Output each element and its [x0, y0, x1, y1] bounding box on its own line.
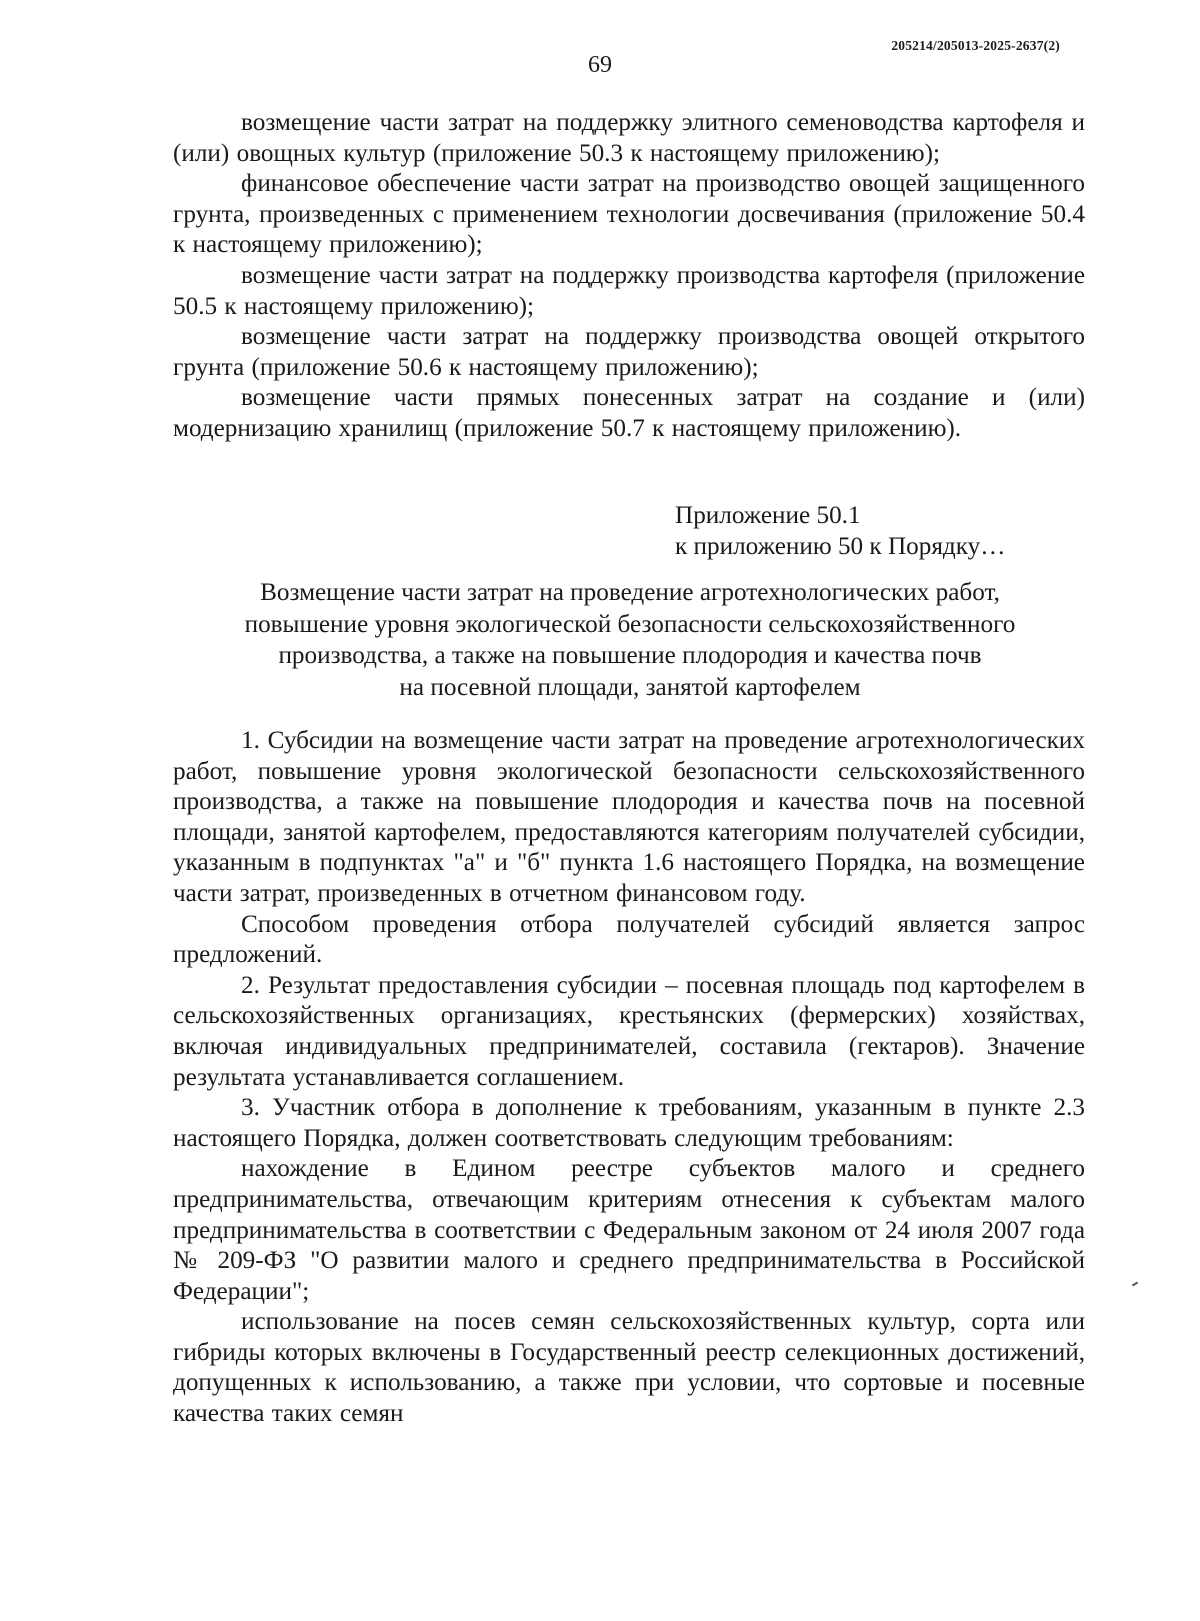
list-item: финансовое обеспечение части затрат на производство овощей защищенного грунта, произведенных с применением технологии досвечивания (приложение 50.4 к настоящему приложению); — [173, 170, 1085, 259]
list-item: возмещение части затрат на поддержку производства картофеля (приложение 50.5 к настоящему приложению); — [173, 261, 1085, 320]
paragraph: 1. Субсидии на возмещение части затрат на проведение агротехнологических работ, повышение уровня экологической безопасности сельскохозяйственного производства, а также на повышение плодородия и качества почв на посевной площади, занятой картофелем, предоставляются категориям получателей субсидии, указанным в подпунктах "а" и "б" пункта 1.6 настоящего Порядка, на возмещение части затрат, произведенных в отчетном финансовом году. — [173, 727, 1085, 907]
list-item: возмещение части прямых понесенных затрат на создание и (или) модернизацию хранилищ (приложение 50.7 к настоящему приложению). — [173, 384, 1085, 442]
appendix-reference-line: Приложение 50.1 — [675, 502, 861, 529]
document-registration-number: 205214/205013-2025-2637(2) — [891, 38, 1060, 53]
paragraph: нахождение в Едином реестре субъектов малого и среднего предпринимательства, отвечающим критериям отнесения к субъектам малого предпринимательства в соответствии с Федеральным законом от 24 июля 2007 года № 209-ФЗ "О развитии малого и среднего предпринимательства в Российской Федерации"; — [173, 1155, 1085, 1305]
appendix-reference-line: к приложению 50 к Порядку… — [675, 533, 1006, 560]
section-title-line: производства, а также на повышение плодородия и качества почв — [278, 642, 982, 669]
section-title — [140, 577, 1120, 703]
paragraph: использование на посев семян сельскохозяйственных культур, сорта или гибриды которых включены в Государственный реестр селекционных достижений, допущенных к использованию, а также при условии, что сортовые и посевные качества таких семян — [173, 1308, 1085, 1428]
section-title-line: повышение уровня экологической безопасности сельскохозяйственного — [244, 610, 1016, 638]
page-number: 69 — [588, 52, 612, 78]
paragraph: 2. Результат предоставления субсидии – посевная площадь под картофелем в сельскохозяйственных организациях, крестьянских (фермерских) хозяйствах, включая индивидуальных предпринимателей, составила (гектаров). Значение результата устанавливается соглашением. — [173, 971, 1085, 1091]
list-item: возмещение части затрат на поддержку производства овощей открытого грунта (приложение 50.6 к настоящему приложению); — [173, 323, 1085, 381]
scan-artifact — [1132, 1282, 1138, 1287]
paragraph: Способом проведения отбора получателей субсидий является запрос предложений. — [173, 910, 1085, 969]
section-title-line: на посевной площади, занятой картофелем — [399, 673, 861, 701]
funding-directions-list — [173, 108, 1085, 445]
list-item: возмещение части затрат на поддержку элитного семеноводства картофеля и (или) овощных культур (приложение 50.3 к настоящему приложению); — [173, 109, 1085, 167]
paragraph: 3. Участник отбора в дополнение к требованиям, указанным в пункте 2.3 настоящего Порядка, должен соответствовать следующим требованиям: — [173, 1094, 1085, 1152]
appendix-reference — [675, 500, 1005, 562]
section-title-line: Возмещение части затрат на проведение агротехнологических работ, — [260, 579, 1000, 606]
section-body — [173, 726, 1085, 1430]
